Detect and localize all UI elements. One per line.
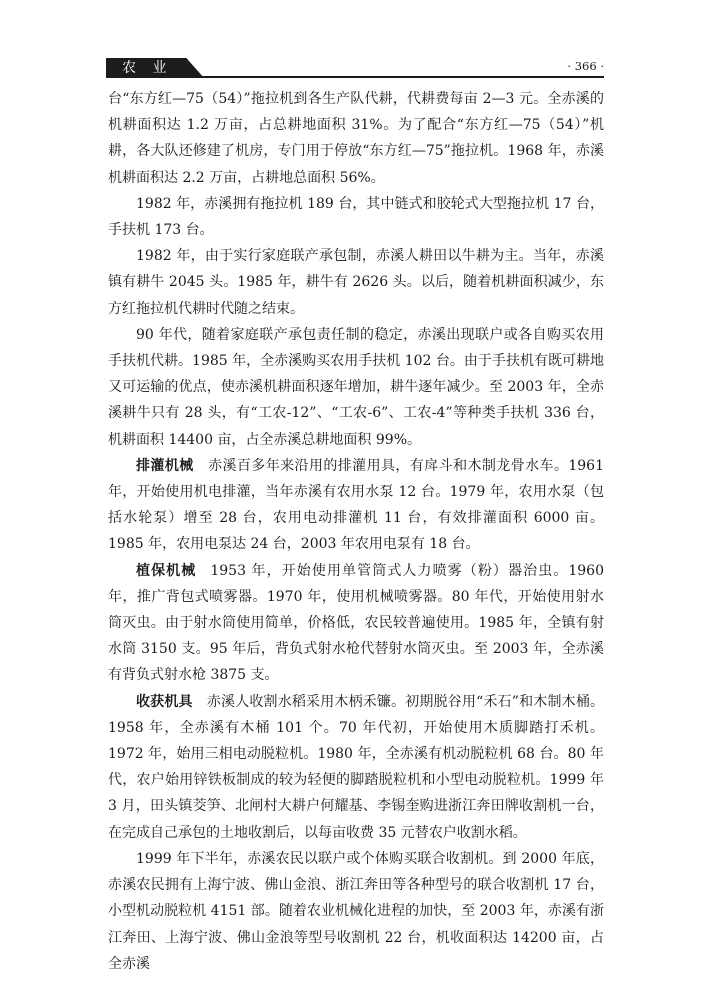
paragraph-text: 1999 年下半年，赤溪农民以联户或个体购买联合收割机。到 2000 年底，赤溪农民拥有上海宁波、佛山金浪、浙江奔田等各种型号的联合收割机 17 台，小型机动脱粒机 4151 部。随着农业机械化进程的加快，至 2003 年，赤溪有浙江奔田、上海宁波、佛山金浪等型号收割机 22 台，机收面积达 14200 亩，占全赤溪: [108, 850, 604, 972]
section-heading: 排灌机械: [136, 457, 194, 474]
paragraph: [108, 86, 604, 191]
paragraph: [108, 191, 604, 243]
paragraph: [108, 243, 604, 322]
paragraph: [108, 322, 604, 453]
paragraph-text: 1953 年，开始使用单管筒式人力喷雾（粉）器治虫。1960 年，推广背包式喷雾器。1970 年，使用机械喷雾器。80 年代，开始使用射水筒灭虫。由于射水筒使用简单，价格低，农民较普遍使用。1985 年，全镇有射水筒 3150 支。95 年后，背负式射水枪代替射水筒灭虫。至 2003 年，全赤溪有背负式射水枪 3875 支。: [108, 562, 604, 684]
paragraph: [108, 558, 604, 689]
body-text: [108, 86, 604, 977]
paragraph: [108, 453, 604, 558]
paragraph-text: 90 年代，随着家庭联产承包责任制的稳定，赤溪出现联户或各自购买农用手扶机代耕。1985 年，全赤溪购买农用手扶机 102 台。由于手扶机有既可耕地又可运输的优点，使赤溪机耕面积逐年增加，耕牛逐年减少。至 2003 年，全赤溪耕牛只有 28 头，有“工农-12”、“工农-6”、工农-4”等种类手扶机 336 台，机耕面积 14400 亩，占全赤溪总耕地面积 99%。: [108, 326, 604, 448]
page-number: · 366 ·: [567, 59, 604, 73]
section-title: 农 业: [122, 60, 173, 76]
paragraph: [108, 689, 604, 846]
paragraph-text: 1982 年，由于实行家庭联产承包制，赤溪人耕田以牛耕为主。当年，赤溪镇有耕牛 2045 头。1985 年，耕牛有 2626 头。以后，随着机耕面积减少，东方红拖拉机代耕时代随之结束。: [108, 248, 604, 317]
paragraph-text: 赤溪人收割水稻采用木柄禾镰。初期脱谷用“禾石”和木制木桶。1958 年，全赤溪有木桶 101 个。70 年代初，开始使用木质脚踏打禾机。1972 年，始用三相电动脱粒机。1980 年，全赤溪有机动脱粒机 68 台。80 年代，农户始用锌铁板制成的较为轻便的脚踏脱粒机和小型电动脱粒机。1999 年 3 月，田头镇茭笋、北闸村大耕户何耀基、李锡奎购进浙江奔田牌收割机一台，在完成自己承包的土地收割后，以每亩收费 35 元替农户收割水稻。: [108, 693, 604, 841]
page-header: [106, 58, 604, 78]
paragraph: [108, 846, 604, 977]
section-heading: 收获机具: [136, 693, 193, 710]
paragraph-text: 台“东方红—75（54）”拖拉机到各生产队代耕，代耕费每亩 2—3 元。全赤溪的机耕面积达 1.2 万亩，占总耕地面积 31%。为了配合“东方红—75（54）”机耕，各大队还修建了机房，专门用于停放“东方红—75”拖拉机。1968 年，赤溪机耕面积达 2.2 万亩，占耕地总面积 56%。: [108, 91, 604, 186]
header-rule: [106, 76, 604, 78]
paragraph-text: 赤溪百多年来沿用的排灌用具，有戽斗和木制龙骨水车。1961 年，开始使用机电排灌，当年赤溪有农用水泵 12 台。1979 年，农用水泵（包括水轮泵）增至 28 台，农用电动排灌机 11 台，有效排灌面积 6000 亩。1985 年，农用电泵达 24 台，2003 年农用电泵有 18 台。: [108, 457, 604, 553]
section-heading: 植保机械: [136, 562, 197, 579]
paragraph-text: 1982 年，赤溪拥有拖拉机 189 台，其中链式和胶轮式大型拖拉机 17 台，手扶机 173 台。: [108, 195, 604, 239]
